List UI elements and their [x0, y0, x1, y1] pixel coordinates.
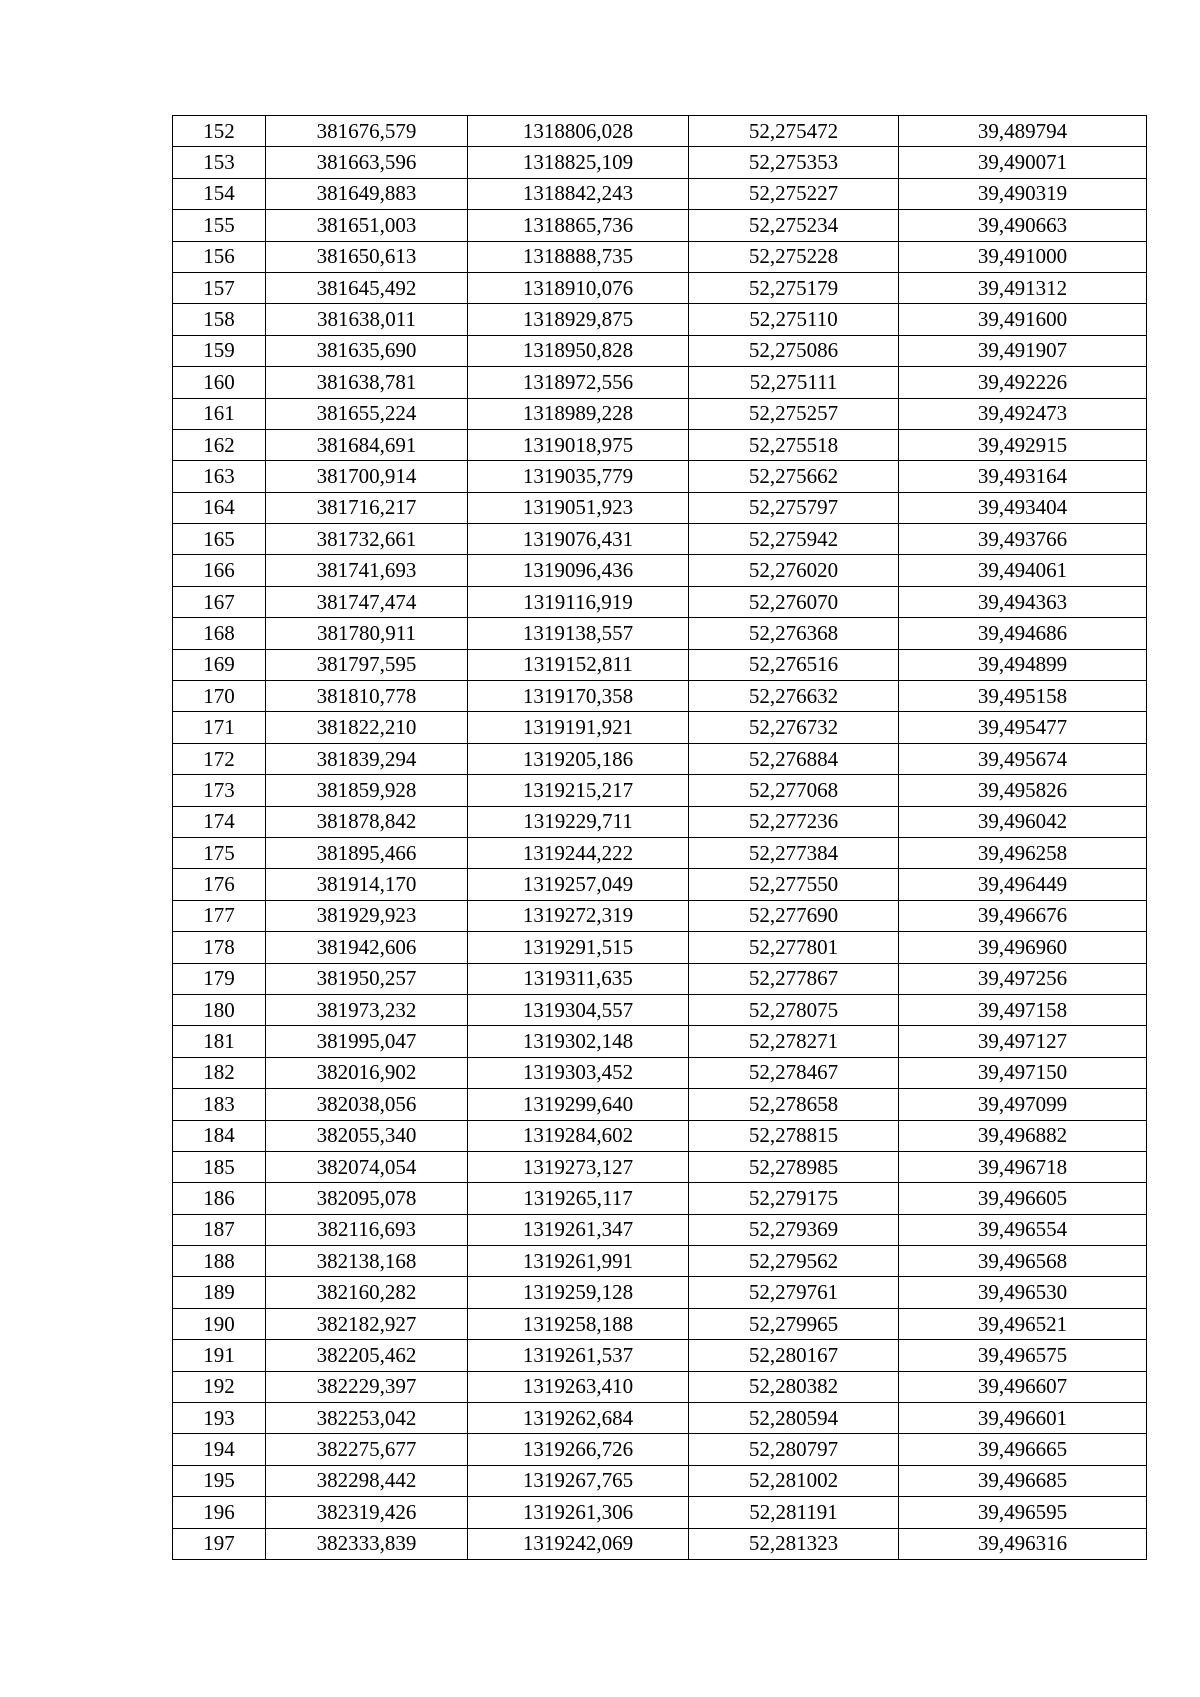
point-number-cell: 171 [173, 712, 266, 743]
latitude-cell: 52,278985 [689, 1151, 899, 1182]
table-row [173, 1371, 1147, 1402]
latitude-cell: 52,281323 [689, 1528, 899, 1559]
coordinates-table [172, 115, 1147, 1560]
longitude-cell: 39,497158 [899, 994, 1147, 1025]
table-row [173, 837, 1147, 868]
x-coordinate-cell: 382016,902 [266, 1057, 468, 1088]
latitude-cell: 52,279369 [689, 1214, 899, 1245]
y-coordinate-cell: 1318865,736 [468, 210, 689, 241]
latitude-cell: 52,279175 [689, 1183, 899, 1214]
latitude-cell: 52,277801 [689, 932, 899, 963]
point-number-cell: 181 [173, 1026, 266, 1057]
latitude-cell: 52,277867 [689, 963, 899, 994]
x-coordinate-cell: 381942,606 [266, 932, 468, 963]
table-row [173, 994, 1147, 1025]
table-row [173, 241, 1147, 272]
point-number-cell: 173 [173, 775, 266, 806]
x-coordinate-cell: 381973,232 [266, 994, 468, 1025]
latitude-cell: 52,280594 [689, 1403, 899, 1434]
longitude-cell: 39,496685 [899, 1465, 1147, 1496]
x-coordinate-cell: 381929,923 [266, 900, 468, 931]
x-coordinate-cell: 382038,056 [266, 1089, 468, 1120]
longitude-cell: 39,491000 [899, 241, 1147, 272]
point-number-cell: 160 [173, 367, 266, 398]
table-row [173, 1026, 1147, 1057]
table-row [173, 1214, 1147, 1245]
point-number-cell: 161 [173, 398, 266, 429]
point-number-cell: 190 [173, 1308, 266, 1339]
latitude-cell: 52,275110 [689, 304, 899, 335]
latitude-cell: 52,279761 [689, 1277, 899, 1308]
point-number-cell: 153 [173, 147, 266, 178]
latitude-cell: 52,275518 [689, 429, 899, 460]
latitude-cell: 52,276632 [689, 681, 899, 712]
longitude-cell: 39,495826 [899, 775, 1147, 806]
point-number-cell: 172 [173, 743, 266, 774]
y-coordinate-cell: 1318888,735 [468, 241, 689, 272]
longitude-cell: 39,496316 [899, 1528, 1147, 1559]
table-row [173, 963, 1147, 994]
point-number-cell: 187 [173, 1214, 266, 1245]
table-row [173, 900, 1147, 931]
y-coordinate-cell: 1319304,557 [468, 994, 689, 1025]
longitude-cell: 39,495158 [899, 681, 1147, 712]
x-coordinate-cell: 381635,690 [266, 335, 468, 366]
longitude-cell: 39,495477 [899, 712, 1147, 743]
x-coordinate-cell: 381810,778 [266, 681, 468, 712]
x-coordinate-cell: 381716,217 [266, 492, 468, 523]
latitude-cell: 52,275111 [689, 367, 899, 398]
longitude-cell: 39,496960 [899, 932, 1147, 963]
table-row [173, 335, 1147, 366]
x-coordinate-cell: 382319,426 [266, 1497, 468, 1528]
latitude-cell: 52,278075 [689, 994, 899, 1025]
point-number-cell: 158 [173, 304, 266, 335]
longitude-cell: 39,496568 [899, 1246, 1147, 1277]
latitude-cell: 52,277068 [689, 775, 899, 806]
longitude-cell: 39,496554 [899, 1214, 1147, 1245]
longitude-cell: 39,490319 [899, 178, 1147, 209]
longitude-cell: 39,496575 [899, 1340, 1147, 1371]
table-row [173, 524, 1147, 555]
point-number-cell: 155 [173, 210, 266, 241]
longitude-cell: 39,496449 [899, 869, 1147, 900]
latitude-cell: 52,275353 [689, 147, 899, 178]
latitude-cell: 52,277236 [689, 806, 899, 837]
x-coordinate-cell: 382074,054 [266, 1151, 468, 1182]
table-row [173, 649, 1147, 680]
table-row [173, 1277, 1147, 1308]
latitude-cell: 52,276732 [689, 712, 899, 743]
table-row [173, 1183, 1147, 1214]
y-coordinate-cell: 1319261,991 [468, 1246, 689, 1277]
point-number-cell: 193 [173, 1403, 266, 1434]
y-coordinate-cell: 1319263,410 [468, 1371, 689, 1402]
latitude-cell: 52,275662 [689, 461, 899, 492]
latitude-cell: 52,280382 [689, 1371, 899, 1402]
y-coordinate-cell: 1319311,635 [468, 963, 689, 994]
x-coordinate-cell: 382253,042 [266, 1403, 468, 1434]
x-coordinate-cell: 382298,442 [266, 1465, 468, 1496]
longitude-cell: 39,492473 [899, 398, 1147, 429]
y-coordinate-cell: 1318842,243 [468, 178, 689, 209]
x-coordinate-cell: 381950,257 [266, 963, 468, 994]
y-coordinate-cell: 1319272,319 [468, 900, 689, 931]
point-number-cell: 197 [173, 1528, 266, 1559]
y-coordinate-cell: 1319259,128 [468, 1277, 689, 1308]
point-number-cell: 182 [173, 1057, 266, 1088]
table-row [173, 1497, 1147, 1528]
x-coordinate-cell: 382160,282 [266, 1277, 468, 1308]
table-row [173, 1246, 1147, 1277]
point-number-cell: 180 [173, 994, 266, 1025]
y-coordinate-cell: 1319284,602 [468, 1120, 689, 1151]
latitude-cell: 52,276070 [689, 586, 899, 617]
table-row [173, 492, 1147, 523]
longitude-cell: 39,492915 [899, 429, 1147, 460]
x-coordinate-cell: 381676,579 [266, 116, 468, 147]
latitude-cell: 52,275234 [689, 210, 899, 241]
y-coordinate-cell: 1319291,515 [468, 932, 689, 963]
latitude-cell: 52,278658 [689, 1089, 899, 1120]
y-coordinate-cell: 1319244,222 [468, 837, 689, 868]
longitude-cell: 39,497127 [899, 1026, 1147, 1057]
longitude-cell: 39,490663 [899, 210, 1147, 241]
table-row [173, 681, 1147, 712]
x-coordinate-cell: 382275,677 [266, 1434, 468, 1465]
table-row [173, 304, 1147, 335]
point-number-cell: 163 [173, 461, 266, 492]
longitude-cell: 39,495674 [899, 743, 1147, 774]
y-coordinate-cell: 1319261,347 [468, 1214, 689, 1245]
x-coordinate-cell: 381859,928 [266, 775, 468, 806]
table-row [173, 743, 1147, 774]
longitude-cell: 39,494686 [899, 618, 1147, 649]
x-coordinate-cell: 381638,011 [266, 304, 468, 335]
point-number-cell: 169 [173, 649, 266, 680]
y-coordinate-cell: 1319303,452 [468, 1057, 689, 1088]
latitude-cell: 52,278815 [689, 1120, 899, 1151]
x-coordinate-cell: 381638,781 [266, 367, 468, 398]
latitude-cell: 52,281002 [689, 1465, 899, 1496]
x-coordinate-cell: 381878,842 [266, 806, 468, 837]
y-coordinate-cell: 1319138,557 [468, 618, 689, 649]
table-row [173, 932, 1147, 963]
latitude-cell: 52,278467 [689, 1057, 899, 1088]
x-coordinate-cell: 381914,170 [266, 869, 468, 900]
y-coordinate-cell: 1319076,431 [468, 524, 689, 555]
x-coordinate-cell: 381732,661 [266, 524, 468, 555]
y-coordinate-cell: 1319242,069 [468, 1528, 689, 1559]
longitude-cell: 39,494061 [899, 555, 1147, 586]
table-row [173, 178, 1147, 209]
y-coordinate-cell: 1318806,028 [468, 116, 689, 147]
table-row [173, 806, 1147, 837]
latitude-cell: 52,279965 [689, 1308, 899, 1339]
x-coordinate-cell: 382095,078 [266, 1183, 468, 1214]
table-row [173, 398, 1147, 429]
longitude-cell: 39,497150 [899, 1057, 1147, 1088]
longitude-cell: 39,493766 [899, 524, 1147, 555]
y-coordinate-cell: 1318910,076 [468, 272, 689, 303]
y-coordinate-cell: 1319215,217 [468, 775, 689, 806]
point-number-cell: 175 [173, 837, 266, 868]
y-coordinate-cell: 1319266,726 [468, 1434, 689, 1465]
y-coordinate-cell: 1318825,109 [468, 147, 689, 178]
y-coordinate-cell: 1318972,556 [468, 367, 689, 398]
point-number-cell: 179 [173, 963, 266, 994]
latitude-cell: 52,280167 [689, 1340, 899, 1371]
table-row [173, 1465, 1147, 1496]
latitude-cell: 52,277384 [689, 837, 899, 868]
table-row [173, 272, 1147, 303]
latitude-cell: 52,275472 [689, 116, 899, 147]
x-coordinate-cell: 381995,047 [266, 1026, 468, 1057]
table-row [173, 1403, 1147, 1434]
x-coordinate-cell: 382205,462 [266, 1340, 468, 1371]
latitude-cell: 52,275086 [689, 335, 899, 366]
table-row [173, 1151, 1147, 1182]
point-number-cell: 188 [173, 1246, 266, 1277]
y-coordinate-cell: 1319191,921 [468, 712, 689, 743]
y-coordinate-cell: 1319018,975 [468, 429, 689, 460]
longitude-cell: 39,494363 [899, 586, 1147, 617]
longitude-cell: 39,496607 [899, 1371, 1147, 1402]
latitude-cell: 52,275797 [689, 492, 899, 523]
point-number-cell: 154 [173, 178, 266, 209]
x-coordinate-cell: 381645,492 [266, 272, 468, 303]
longitude-cell: 39,496601 [899, 1403, 1147, 1434]
latitude-cell: 52,275227 [689, 178, 899, 209]
longitude-cell: 39,497256 [899, 963, 1147, 994]
x-coordinate-cell: 381797,595 [266, 649, 468, 680]
point-number-cell: 152 [173, 116, 266, 147]
y-coordinate-cell: 1319302,148 [468, 1026, 689, 1057]
y-coordinate-cell: 1319299,640 [468, 1089, 689, 1120]
y-coordinate-cell: 1319229,711 [468, 806, 689, 837]
latitude-cell: 52,280797 [689, 1434, 899, 1465]
x-coordinate-cell: 381651,003 [266, 210, 468, 241]
y-coordinate-cell: 1318950,828 [468, 335, 689, 366]
latitude-cell: 52,275228 [689, 241, 899, 272]
y-coordinate-cell: 1319261,306 [468, 1497, 689, 1528]
coordinates-table-body [173, 116, 1147, 1560]
x-coordinate-cell: 382182,927 [266, 1308, 468, 1339]
y-coordinate-cell: 1319096,436 [468, 555, 689, 586]
longitude-cell: 39,496665 [899, 1434, 1147, 1465]
point-number-cell: 156 [173, 241, 266, 272]
latitude-cell: 52,277690 [689, 900, 899, 931]
table-row [173, 367, 1147, 398]
point-number-cell: 183 [173, 1089, 266, 1120]
table-row [173, 1340, 1147, 1371]
point-number-cell: 189 [173, 1277, 266, 1308]
latitude-cell: 52,276884 [689, 743, 899, 774]
point-number-cell: 159 [173, 335, 266, 366]
x-coordinate-cell: 381700,914 [266, 461, 468, 492]
x-coordinate-cell: 381839,294 [266, 743, 468, 774]
y-coordinate-cell: 1319035,779 [468, 461, 689, 492]
point-number-cell: 195 [173, 1465, 266, 1496]
y-coordinate-cell: 1318989,228 [468, 398, 689, 429]
table-row [173, 618, 1147, 649]
x-coordinate-cell: 382138,168 [266, 1246, 468, 1277]
point-number-cell: 177 [173, 900, 266, 931]
latitude-cell: 52,281191 [689, 1497, 899, 1528]
latitude-cell: 52,278271 [689, 1026, 899, 1057]
longitude-cell: 39,496595 [899, 1497, 1147, 1528]
table-row [173, 461, 1147, 492]
latitude-cell: 52,276020 [689, 555, 899, 586]
point-number-cell: 174 [173, 806, 266, 837]
y-coordinate-cell: 1319273,127 [468, 1151, 689, 1182]
table-row [173, 147, 1147, 178]
point-number-cell: 165 [173, 524, 266, 555]
y-coordinate-cell: 1319116,919 [468, 586, 689, 617]
latitude-cell: 52,277550 [689, 869, 899, 900]
x-coordinate-cell: 381684,691 [266, 429, 468, 460]
table-row [173, 429, 1147, 460]
point-number-cell: 185 [173, 1151, 266, 1182]
point-number-cell: 191 [173, 1340, 266, 1371]
x-coordinate-cell: 381655,224 [266, 398, 468, 429]
y-coordinate-cell: 1319205,186 [468, 743, 689, 774]
y-coordinate-cell: 1319267,765 [468, 1465, 689, 1496]
x-coordinate-cell: 381663,596 [266, 147, 468, 178]
table-row [173, 1120, 1147, 1151]
x-coordinate-cell: 382116,693 [266, 1214, 468, 1245]
x-coordinate-cell: 382229,397 [266, 1371, 468, 1402]
x-coordinate-cell: 382333,839 [266, 1528, 468, 1559]
latitude-cell: 52,275179 [689, 272, 899, 303]
table-row [173, 1089, 1147, 1120]
longitude-cell: 39,496605 [899, 1183, 1147, 1214]
longitude-cell: 39,489794 [899, 116, 1147, 147]
longitude-cell: 39,496718 [899, 1151, 1147, 1182]
y-coordinate-cell: 1318929,875 [468, 304, 689, 335]
point-number-cell: 196 [173, 1497, 266, 1528]
longitude-cell: 39,490071 [899, 147, 1147, 178]
table-row [173, 1434, 1147, 1465]
latitude-cell: 52,275257 [689, 398, 899, 429]
longitude-cell: 39,493164 [899, 461, 1147, 492]
point-number-cell: 166 [173, 555, 266, 586]
table-row [173, 116, 1147, 147]
x-coordinate-cell: 381822,210 [266, 712, 468, 743]
point-number-cell: 167 [173, 586, 266, 617]
table-row [173, 210, 1147, 241]
latitude-cell: 52,276516 [689, 649, 899, 680]
point-number-cell: 186 [173, 1183, 266, 1214]
longitude-cell: 39,496530 [899, 1277, 1147, 1308]
longitude-cell: 39,491600 [899, 304, 1147, 335]
table-row [173, 712, 1147, 743]
y-coordinate-cell: 1319258,188 [468, 1308, 689, 1339]
point-number-cell: 162 [173, 429, 266, 460]
table-row [173, 869, 1147, 900]
table-row [173, 1308, 1147, 1339]
longitude-cell: 39,493404 [899, 492, 1147, 523]
point-number-cell: 176 [173, 869, 266, 900]
longitude-cell: 39,497099 [899, 1089, 1147, 1120]
y-coordinate-cell: 1319051,923 [468, 492, 689, 523]
point-number-cell: 192 [173, 1371, 266, 1402]
point-number-cell: 194 [173, 1434, 266, 1465]
x-coordinate-cell: 381650,613 [266, 241, 468, 272]
longitude-cell: 39,496676 [899, 900, 1147, 931]
x-coordinate-cell: 381741,693 [266, 555, 468, 586]
table-row [173, 775, 1147, 806]
longitude-cell: 39,492226 [899, 367, 1147, 398]
point-number-cell: 178 [173, 932, 266, 963]
latitude-cell: 52,275942 [689, 524, 899, 555]
x-coordinate-cell: 381747,474 [266, 586, 468, 617]
longitude-cell: 39,496882 [899, 1120, 1147, 1151]
latitude-cell: 52,276368 [689, 618, 899, 649]
table-row [173, 1057, 1147, 1088]
point-number-cell: 157 [173, 272, 266, 303]
y-coordinate-cell: 1319265,117 [468, 1183, 689, 1214]
y-coordinate-cell: 1319257,049 [468, 869, 689, 900]
x-coordinate-cell: 381649,883 [266, 178, 468, 209]
y-coordinate-cell: 1319262,684 [468, 1403, 689, 1434]
longitude-cell: 39,491907 [899, 335, 1147, 366]
longitude-cell: 39,496258 [899, 837, 1147, 868]
y-coordinate-cell: 1319261,537 [468, 1340, 689, 1371]
y-coordinate-cell: 1319152,811 [468, 649, 689, 680]
point-number-cell: 170 [173, 681, 266, 712]
point-number-cell: 164 [173, 492, 266, 523]
point-number-cell: 184 [173, 1120, 266, 1151]
table-row [173, 586, 1147, 617]
table-row [173, 555, 1147, 586]
point-number-cell: 168 [173, 618, 266, 649]
longitude-cell: 39,496521 [899, 1308, 1147, 1339]
longitude-cell: 39,491312 [899, 272, 1147, 303]
y-coordinate-cell: 1319170,358 [468, 681, 689, 712]
table-row [173, 1528, 1147, 1559]
longitude-cell: 39,496042 [899, 806, 1147, 837]
x-coordinate-cell: 381895,466 [266, 837, 468, 868]
x-coordinate-cell: 382055,340 [266, 1120, 468, 1151]
x-coordinate-cell: 381780,911 [266, 618, 468, 649]
latitude-cell: 52,279562 [689, 1246, 899, 1277]
longitude-cell: 39,494899 [899, 649, 1147, 680]
